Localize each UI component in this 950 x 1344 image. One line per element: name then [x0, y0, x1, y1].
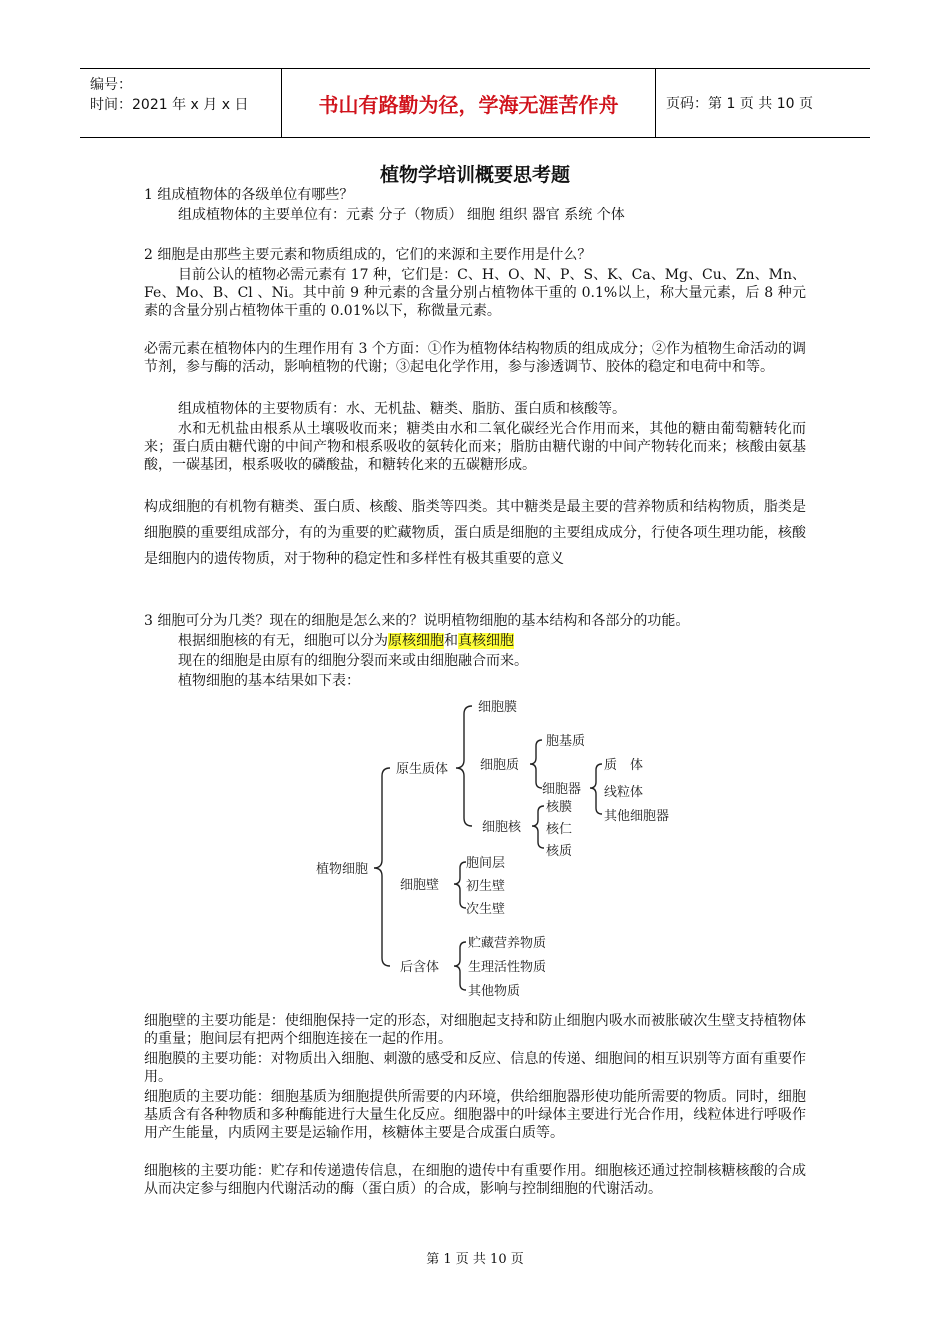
diagram-inclusions: 后含体	[400, 960, 440, 975]
cell-structure-diagram	[310, 690, 690, 1005]
diagram-secondary-wall: 次生壁	[466, 902, 506, 917]
header-motto: 书山有路勤为径，学海无涯苦作舟	[282, 69, 656, 137]
q2-paragraph-roles: 必需元素在植物体内的生理作用有 3 个方面：①作为植物体结构物质的组成成分；②作为植物生命活动的调节剂，参与酶的活动，影响植物的代谢；③起电化学作用，参与渗透调节、胶体的稳定和电荷中和等。	[144, 341, 806, 375]
diagram-membrane: 细胞膜	[478, 700, 518, 715]
question-2: 2 细胞是由那些主要元素和物质组成的，它们的来源和主要作用是什么？	[144, 247, 592, 263]
answer-1: 组成植物体的主要单位有：元素 分子（物质） 细胞 组织 器官 系统 个体	[178, 207, 625, 223]
cell-types-conjunction: 和	[444, 633, 458, 649]
header-number: 编号：	[90, 77, 132, 93]
header-meta	[80, 69, 282, 137]
diagram-organelles: 细胞器	[542, 782, 582, 797]
question-1: 1 组成植物体的各级单位有哪些？	[144, 187, 354, 203]
diagram-wall: 细胞壁	[400, 878, 440, 893]
q3-paragraph-cell-types	[144, 632, 806, 650]
diagram-nuclear-membrane: 核膜	[546, 800, 573, 815]
page-header	[80, 68, 870, 138]
cell-structure-tree	[310, 690, 690, 1005]
header-page-info: 页码：第 1 页 共 10 页	[666, 96, 813, 112]
function-nucleus: 细胞核的主要功能：贮存和传递遗传信息，在细胞的遗传中有重要作用。细胞核还通过控制核糖核酸的合成从而决定参与细胞内代谢活动的酶（蛋白质）的合成，影响与控制细胞的代谢活动。	[144, 1163, 806, 1197]
q3-paragraph-origin: 现在的细胞是由原有的细胞分裂而来或由细胞融合而来。	[178, 653, 528, 669]
header-date: 时间：2021 年 x 月 x 日	[90, 97, 249, 113]
diagram-active: 生理活性物质	[468, 960, 547, 975]
q2-paragraph-elements: 目前公认的植物必需元素有 17 种，它们是：C、H、O、N、P、S、K、Ca、Mg、Cu、Zn、Mn、Fe、Mo、B、Cl 、Ni。其中前 9 种元素的含量分别占植物体干重的 0.1%以上，称大量元素，后 8 种元素的含量分别占植物体干重的 0.01%以下，称微量元素。	[144, 267, 806, 319]
diagram-other-organelles: 其他细胞器	[604, 809, 670, 824]
q2-paragraph-sources: 水和无机盐由根系从土壤吸收而来；糖类由水和二氧化碳经光合作用而来，其他的糖由葡萄糖转化而来；蛋白质由糖代谢的中间产物和根系吸收的氨转化而来；脂肪由糖代谢的中间产物转化而来；核酸由氨基酸，一碳基团，根系吸收的磷酸盐，和糖转化来的五碳糖形成。	[144, 421, 806, 473]
diagram-mitochondria: 线粒体	[604, 785, 644, 800]
diagram-matrix: 胞基质	[546, 734, 586, 749]
q3-paragraph-structure-intro: 植物细胞的基本结果如下表：	[178, 673, 360, 689]
diagram-root: 植物细胞	[316, 862, 369, 877]
highlight-eukaryotic: 真核细胞	[458, 633, 514, 649]
diagram-cytoplasm: 细胞质	[480, 758, 520, 773]
function-cell-membrane: 细胞膜的主要功能：对物质出入细胞、刺激的感受和反应、信息的传递、细胞间的相互识别等方面有重要作用。	[144, 1051, 806, 1085]
function-cell-wall: 细胞壁的主要功能是：使细胞保持一定的形态，对细胞起支持和防止细胞内吸水而被胀破次生壁支持植物体的重量；胞间层有把两个细胞连接在一起的作用。	[144, 1013, 806, 1047]
q2-paragraph-substances: 组成植物体的主要物质有：水、无机盐、糖类、脂肪、蛋白质和核酸等。	[178, 401, 626, 417]
page-footer: 第 1 页 共 10 页	[426, 1252, 524, 1267]
diagram-primary-wall: 初生壁	[466, 879, 506, 894]
diagram-protoplast: 原生质体	[396, 762, 449, 777]
diagram-nucleolus: 核仁	[546, 822, 573, 837]
function-cytoplasm: 细胞质的主要功能：细胞基质为细胞提供所需要的内环境，供给细胞器形使功能所需要的物质。同时，细胞基质含有各种物质和多种酶能进行大量生化反应。细胞器中的叶绿体主要进行光合作用，线粒体进行呼吸作用产生能量，内质网主要是运输作用，核糖体主要是合成蛋白质等。	[144, 1089, 806, 1141]
diagram-plastid: 质 体	[604, 758, 644, 773]
q2-paragraph-organics: 构成细胞的有机物有糖类、蛋白质、核酸、脂类等四类。其中糖类是最主要的营养物质和结构物质，脂类是细胞膜的重要组成部分，有的为重要的贮藏物质，蛋白质是细胞的主要组成成分，行使各项生理功能，核酸是细胞内的遗传物质，对于物种的稳定性和多样性有极其重要的意义	[144, 499, 806, 567]
page-title: 植物学培训概要思考题	[379, 164, 570, 186]
diagram-nucleus: 细胞核	[482, 820, 522, 835]
diagram-middle-lamella: 胞间层	[466, 856, 506, 871]
diagram-chromatin: 核质	[546, 844, 573, 859]
question-3: 3 细胞可分为几类？现在的细胞是怎么来的？说明植物细胞的基本结构和各部分的功能。	[144, 613, 690, 629]
diagram-other-substances: 其他物质	[468, 984, 521, 999]
highlight-prokaryotic: 原核细胞	[388, 633, 444, 649]
cell-types-text: 根据细胞核的有无，细胞可以分为	[178, 633, 388, 649]
diagram-storage: 贮藏营养物质	[468, 936, 547, 951]
